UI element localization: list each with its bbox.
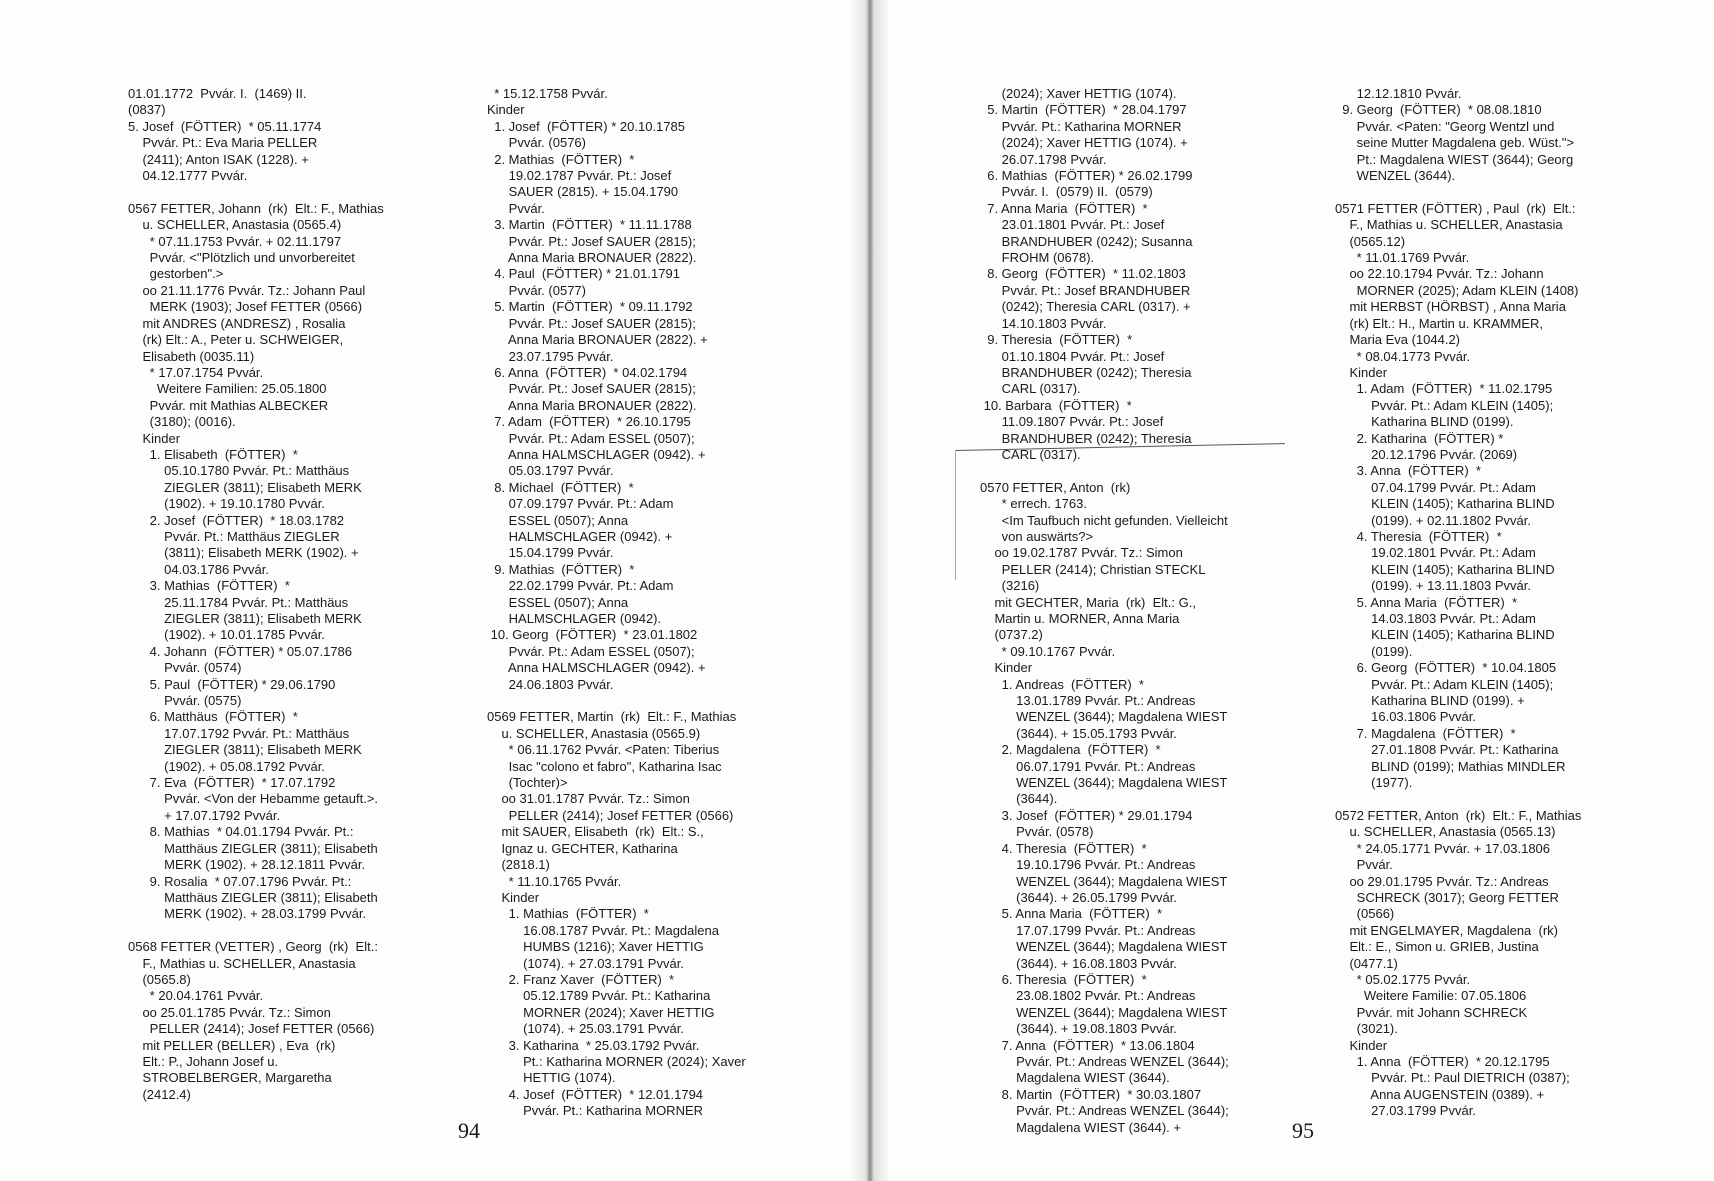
text-line: * 15.12.1758 Pvvár.: [487, 86, 608, 101]
text-line: MERK (1902). + 28.03.1799 Pvvár.: [128, 906, 367, 922]
text-line: Pvvár. Pt.: Andreas WENZEL (3644);: [980, 1053, 1229, 1069]
text-line: 23.01.1801 Pvvár. Pt.: Josef: [980, 217, 1165, 233]
text-line: Pvvár. <"Plötzlich und unvorbereitet: [128, 250, 355, 266]
text-line: (3644).: [980, 791, 1058, 807]
text-line: 05.12.1789 Pvvár. Pt.: Katharina: [487, 988, 711, 1004]
text-line: 6. Theresia (FÖTTER) *: [980, 971, 1147, 987]
text-line: [1335, 791, 1705, 807]
text-line: Pvvár. Pt.: Andreas WENZEL (3644);: [980, 1103, 1229, 1119]
text-line: 7. Adam (FÖTTER) * 26.10.1795: [487, 414, 691, 430]
text-line: BRANDHUBER (0242); Theresia: [980, 364, 1192, 380]
text-line: Isac "colono et fabro", Katharina Isac: [487, 758, 722, 774]
text-line: mit HERBST (HÖRBST) , Anna Maria: [1335, 299, 1566, 315]
text-line: (3811); Elisabeth MERK (1902). +: [128, 545, 359, 561]
text-line: von auswärts?>: [980, 528, 1094, 544]
page-number-right: 95: [1292, 1118, 1314, 1143]
text-line: mit GECHTER, Maria (rk) Elt.: G.,: [980, 594, 1196, 610]
text-line: 7. Magdalena (FÖTTER) *: [1335, 725, 1516, 741]
text-line: oo 29.01.1795 Pvvár. Tz.: Andreas: [1335, 873, 1549, 889]
text-line: Weitere Familien: 25.05.1800: [128, 381, 327, 397]
text-line: ZIEGLER (3811); Elisabeth MERK: [128, 611, 362, 626]
text-line: Pvvár. <Von der Hebamme getauft.>.: [128, 791, 379, 807]
text-line: 8. Georg (FÖTTER) * 11.02.1803: [980, 266, 1186, 282]
text-line: Pvvár. mit Johann SCHRECK: [1335, 1004, 1528, 1020]
text-line: HALMSCHLAGER (0942).: [487, 611, 662, 626]
text-line: (3021).: [1335, 1021, 1398, 1037]
text-line: Anna Maria BRONAUER (2822).: [487, 397, 697, 413]
text-line: Pvvár. Pt.: Adam KLEIN (1405);: [1335, 676, 1554, 692]
text-line: 19.10.1796 Pvvár. Pt.: Andreas: [980, 857, 1196, 873]
text-line: WENZEL (3644); Magdalena WIEST: [980, 873, 1228, 889]
text-line: Kinder: [128, 430, 181, 446]
text-line: Pvvár. Pt.: Paul DIETRICH (0387);: [1335, 1070, 1570, 1086]
text-line: (0837): [128, 102, 166, 118]
text-line: 04.12.1777 Pvvár.: [128, 168, 248, 184]
text-line: 3. Anna (FÖTTER) *: [1335, 463, 1481, 479]
text-line: 27.01.1808 Pvvár. Pt.: Katharina: [1335, 742, 1559, 758]
text-line: (1074). + 27.03.1791 Pvvár.: [487, 955, 684, 971]
text-line: (2818.1): [487, 857, 550, 873]
text-line: 5. Josef (FÖTTER) * 05.11.1774: [128, 118, 322, 134]
text-line: oo 22.10.1794 Pvvár. Tz.: Johann: [1335, 266, 1544, 282]
text-line: (0565.12): [1335, 233, 1406, 249]
text-line: (0199). + 13.11.1803 Pvvár.: [1335, 578, 1531, 594]
text-line: Pt.: Katharina MORNER (2024); Xaver: [487, 1053, 746, 1069]
text-line: 9. Mathias (FÖTTER) *: [487, 561, 635, 577]
text-line: seine Mutter Magdalena geb. Wüst.">: [1335, 135, 1575, 151]
text-line: F., Mathias u. SCHELLER, Anastasia: [128, 955, 356, 971]
text-line: 26.07.1798 Pvvár.: [980, 151, 1107, 167]
text-line: 0569 FETTER, Martin (rk) Elt.: F., Mathias: [487, 709, 737, 725]
text-line: 6. Matthäus (FÖTTER) *: [128, 709, 298, 725]
text-line: 6. Georg (FÖTTER) * 10.04.1805: [1335, 660, 1557, 676]
text-line: Pvvár. (0575): [128, 693, 242, 709]
text-line: FROHM (0678).: [980, 250, 1095, 266]
text-line: 1. Josef (FÖTTER) * 20.10.1785: [487, 118, 685, 134]
text-line: 1. Elisabeth (FÖTTER) *: [128, 446, 298, 462]
text-line: 13.01.1789 Pvvár. Pt.: Andreas: [980, 693, 1196, 709]
text-line: 6. Mathias (FÖTTER) * 26.02.1799: [980, 168, 1193, 184]
text-line: 2. Josef (FÖTTER) * 18.03.1782: [128, 512, 345, 528]
text-line: * 08.04.1773 Pvvár.: [1335, 348, 1471, 364]
text-line: PELLER (2414); Christian STECKL: [980, 561, 1206, 577]
text-line: (rk) Elt.: H., Martin u. KRAMMER,: [1335, 315, 1544, 331]
text-line: PELLER (2414); Josef FETTER (0566): [487, 807, 734, 823]
text-line: Katharina BLIND (0199).: [1335, 414, 1514, 430]
text-line: 2. Mathias (FÖTTER) *: [487, 151, 635, 167]
text-line: (Tochter)>: [487, 775, 568, 791]
text-line: MORNER (2025); Adam KLEIN (1408): [1335, 282, 1579, 298]
text-line: 1. Andreas (FÖTTER) *: [980, 676, 1144, 692]
text-line: 4. Johann (FÖTTER) * 05.07.1786: [128, 643, 352, 659]
text-line: oo 21.11.1776 Pvvár. Tz.: Johann Paul: [128, 282, 366, 298]
text-line: WENZEL (3644).: [1335, 168, 1456, 184]
text-line: 05.03.1797 Pvvár.: [487, 463, 614, 479]
text-line: [128, 923, 458, 939]
text-line: Pvvár. Pt.: Matthäus ZIEGLER: [128, 528, 340, 544]
text-line: 5. Paul (FÖTTER) * 29.06.1790: [128, 676, 336, 692]
text-line: u. SCHELLER, Anastasia (0565.13): [1335, 824, 1556, 840]
text-column-3: [980, 86, 1310, 1136]
text-line: Matthäus ZIEGLER (3811); Elisabeth: [128, 840, 378, 856]
text-line: mit ENGELMAYER, Magdalena (rk): [1335, 922, 1558, 938]
text-line: Pvvár. (0574): [128, 660, 242, 676]
text-line: Pt.: Magdalena WIEST (3644); Georg: [1335, 151, 1574, 167]
text-line: 5. Martin (FÖTTER) * 09.11.1792: [487, 299, 693, 315]
text-line: 0567 FETTER, Johann (rk) Elt.: F., Mathias: [128, 200, 384, 216]
text-line: oo 25.01.1785 Pvvár. Tz.: Simon: [128, 1004, 331, 1020]
text-line: 01.01.1772 Pvvár. I. (1469) II.: [128, 86, 307, 101]
text-line: Anna AUGENSTEIN (0389). +: [1335, 1086, 1545, 1102]
text-line: Elt.: E., Simon u. GRIEB, Justina: [1335, 939, 1539, 955]
text-line: Pvvár. <Paten: "Georg Wentzl und: [1335, 118, 1555, 134]
text-line: 2. Magdalena (FÖTTER) *: [980, 742, 1161, 758]
text-line: HETTIG (1074).: [487, 1070, 616, 1086]
text-line: 9. Georg (FÖTTER) * 08.08.1810: [1335, 102, 1542, 118]
text-line: (1902). + 10.01.1785 Pvvár.: [128, 627, 325, 643]
text-line: 19.02.1787 Pvvár. Pt.: Josef: [487, 168, 672, 184]
text-line: Anna HALMSCHLAGER (0942). +: [487, 660, 706, 676]
text-line: (3644). + 26.05.1799 Pvvár.: [980, 889, 1177, 905]
text-line: + 17.07.1792 Pvvár.: [128, 807, 281, 823]
text-line: 11.09.1807 Pvvár. Pt.: Josef: [980, 414, 1164, 430]
text-line: * 11.10.1765 Pvvár.: [487, 873, 622, 889]
text-line: Pvvár. Pt.: Katharina MORNER: [980, 118, 1182, 134]
text-line: 16.08.1787 Pvvár. Pt.: Magdalena: [487, 922, 719, 938]
text-line: BLIND (0199); Mathias MINDLER: [1335, 758, 1566, 774]
text-line: Kinder: [1335, 364, 1388, 380]
text-line: oo 19.02.1787 Pvvár. Tz.: Simon: [980, 545, 1183, 561]
text-line: MERK (1902). + 28.12.1811 Pvvár.: [128, 857, 366, 873]
text-line: Elt.: P., Johann Josef u.: [128, 1053, 279, 1069]
text-line: 8. Martin (FÖTTER) * 30.03.1807: [980, 1086, 1202, 1102]
section-divider-mark: [955, 450, 956, 580]
text-line: 01.10.1804 Pvvár. Pt.: Josef: [980, 348, 1165, 364]
text-line: gestorben".>: [128, 266, 224, 282]
text-line: (0737.2): [980, 627, 1043, 643]
text-line: Pvvár. Pt.: Josef SAUER (2815);: [487, 381, 696, 397]
text-line: Maria Eva (1044.2): [1335, 332, 1460, 348]
text-line: 4. Theresia (FÖTTER) *: [1335, 528, 1502, 544]
text-line: [1335, 184, 1705, 200]
text-line: 4. Josef (FÖTTER) * 12.01.1794: [487, 1086, 704, 1102]
text-line: 3. Katharina * 25.03.1792 Pvvár.: [487, 1037, 700, 1053]
text-line: 8. Michael (FÖTTER) *: [487, 479, 634, 495]
text-line: 25.11.1784 Pvvár. Pt.: Matthäus: [128, 594, 349, 610]
text-line: ESSEL (0507); Anna: [487, 594, 629, 610]
text-line: Kinder: [1335, 1037, 1388, 1053]
text-line: Pvvár. Pt.: Adam KLEIN (1405);: [1335, 397, 1554, 413]
text-line: [128, 184, 458, 200]
text-line: 14.03.1803 Pvvár. Pt.: Adam: [1335, 611, 1536, 626]
text-line: Anna Maria BRONAUER (2822).: [487, 250, 697, 266]
text-line: mit PELLER (BELLER) , Eva (rk): [128, 1037, 336, 1053]
text-line: 2. Franz Xaver (FÖTTER) *: [487, 971, 675, 987]
text-line: 1. Adam (FÖTTER) * 11.02.1795: [1335, 381, 1553, 397]
text-line: PELLER (2414); Josef FETTER (0566): [128, 1021, 375, 1037]
text-line: Pvvár. Pt.: Josef SAUER (2815);: [487, 233, 696, 249]
text-line: 10. Barbara (FÖTTER) *: [980, 397, 1132, 413]
text-line: [487, 693, 837, 709]
text-line: * 20.04.1761 Pvvár.: [128, 988, 264, 1004]
text-line: 5. Martin (FÖTTER) * 28.04.1797: [980, 102, 1187, 118]
text-line: (rk) Elt.: A., Peter u. SCHWEIGER,: [128, 332, 344, 348]
text-line: 07.09.1797 Pvvár. Pt.: Adam: [487, 496, 674, 512]
text-line: 7. Anna (FÖTTER) * 13.06.1804: [980, 1037, 1195, 1053]
text-line: (2411); Anton ISAK (1228). +: [128, 151, 309, 167]
text-line: Pvvár. Pt.: Josef BRANDHUBER: [980, 282, 1191, 298]
text-line: Pvvár. I. (0579) II. (0579): [980, 184, 1153, 200]
text-line: (0565.8): [128, 971, 191, 987]
text-line: 7. Anna Maria (FÖTTER) *: [980, 200, 1148, 216]
text-line: HALMSCHLAGER (0942). +: [487, 528, 673, 544]
text-line: Anna HALMSCHLAGER (0942). +: [487, 446, 706, 462]
text-line: 1. Anna (FÖTTER) * 20.12.1795: [1335, 1053, 1550, 1069]
text-line: * 05.02.1775 Pvvár.: [1335, 971, 1471, 987]
text-line: 19.02.1801 Pvvár. Pt.: Adam: [1335, 545, 1536, 561]
text-line: * 24.05.1771 Pvvár. + 17.03.1806: [1335, 840, 1551, 856]
text-line: * 17.07.1754 Pvvár.: [128, 364, 264, 380]
text-line: Weitere Familie: 07.05.1806: [1335, 988, 1527, 1004]
text-line: 12.12.1810 Pvvár.: [1335, 86, 1462, 101]
text-line: 17.07.1799 Pvvár. Pt.: Andreas: [980, 922, 1196, 938]
text-line: Pvvár. Pt.: Adam ESSEL (0507);: [487, 430, 695, 446]
text-line: KLEIN (1405); Katharina BLIND: [1335, 627, 1555, 643]
text-line: * 09.10.1767 Pvvár.: [980, 643, 1116, 659]
text-line: 9. Rosalia * 07.07.1796 Pvvár. Pt.:: [128, 873, 352, 889]
text-line: 1. Mathias (FÖTTER) *: [487, 906, 649, 922]
text-line: 05.10.1780 Pvvár. Pt.: Matthäus: [128, 463, 350, 479]
text-line: <Im Taufbuch nicht gefunden. Vielleicht: [980, 512, 1228, 528]
text-line: WENZEL (3644); Magdalena WIEST: [980, 939, 1228, 955]
text-line: (2412.4): [128, 1086, 191, 1102]
text-line: Kinder: [487, 889, 540, 905]
text-line: 7. Eva (FÖTTER) * 17.07.1792: [128, 775, 336, 791]
text-line: (1074). + 25.03.1791 Pvvár.: [487, 1021, 684, 1037]
text-line: Magdalena WIEST (3644).: [980, 1070, 1170, 1086]
text-line: WENZEL (3644); Magdalena WIEST: [980, 1004, 1228, 1020]
text-line: [980, 463, 1310, 479]
text-line: ESSEL (0507); Anna: [487, 512, 629, 528]
text-line: 8. Mathias * 04.01.1794 Pvvár. Pt.:: [128, 824, 354, 840]
text-line: KLEIN (1405); Katharina BLIND: [1335, 561, 1555, 577]
text-line: Pvvár. (0577): [487, 282, 586, 298]
text-line: CARL (0317).: [980, 381, 1081, 397]
text-line: 9. Theresia (FÖTTER) *: [980, 332, 1133, 348]
text-column-2: [487, 86, 837, 1120]
text-line: Pvvár.: [487, 200, 545, 216]
text-line: Pvvár. Pt.: Eva Maria PELLER: [128, 135, 318, 151]
text-line: 14.10.1803 Pvvár.: [980, 315, 1107, 331]
text-line: 04.03.1786 Pvvár.: [128, 561, 269, 577]
text-line: u. SCHELLER, Anastasia (0565.4): [128, 217, 342, 233]
text-line: (3216): [980, 578, 1040, 594]
text-line: Pvvár. mit Mathias ALBECKER: [128, 397, 329, 413]
text-line: (0199).: [1335, 643, 1413, 659]
text-line: 23.08.1802 Pvvár. Pt.: Andreas: [980, 988, 1196, 1004]
text-line: WENZEL (3644); Magdalena WIEST: [980, 709, 1228, 725]
text-line: 0571 FETTER (FÖTTER) , Paul (rk) Elt.:: [1335, 200, 1576, 216]
text-line: Kinder: [980, 660, 1033, 676]
text-line: 5. Anna Maria (FÖTTER) *: [1335, 594, 1518, 610]
text-line: (0566): [1335, 906, 1395, 922]
text-line: Pvvár. (0576): [487, 135, 586, 151]
text-line: SCHRECK (3017); Georg FETTER: [1335, 889, 1559, 905]
text-line: ZIEGLER (3811); Elisabeth MERK: [128, 479, 362, 495]
text-line: HUMBS (1216); Xaver HETTIG: [487, 939, 704, 955]
text-line: 0572 FETTER, Anton (rk) Elt.: F., Mathias: [1335, 807, 1582, 823]
text-line: 17.07.1792 Pvvár. Pt.: Matthäus: [128, 725, 350, 741]
text-line: Martin u. MORNER, Anna Maria: [980, 611, 1180, 626]
text-line: (3180); (0016).: [128, 414, 236, 430]
text-line: F., Mathias u. SCHELLER, Anastasia: [1335, 217, 1563, 233]
text-line: (1902). + 19.10.1780 Pvvár.: [128, 496, 325, 512]
text-line: Elisabeth (0035.11): [128, 348, 255, 364]
text-line: 20.12.1796 Pvvár. (2069): [1335, 446, 1518, 462]
text-line: Pvvár. Pt.: Josef SAUER (2815);: [487, 315, 696, 331]
text-line: * 07.11.1753 Pvvár. + 02.11.1797: [128, 233, 342, 249]
text-line: * 06.11.1762 Pvvár. <Paten: Tiberius: [487, 742, 720, 758]
text-line: KLEIN (1405); Katharina BLIND: [1335, 496, 1555, 512]
text-line: CARL (0317).: [980, 446, 1081, 462]
text-line: WENZEL (3644); Magdalena WIEST: [980, 775, 1228, 791]
text-line: (0242); Theresia CARL (0317). +: [980, 299, 1191, 315]
text-line: Katharina BLIND (0199). +: [1335, 693, 1525, 709]
page-number-left: 94: [458, 1118, 480, 1143]
text-line: 15.04.1799 Pvvár.: [487, 545, 614, 561]
text-line: * errech. 1763.: [980, 496, 1087, 512]
text-line: 23.07.1795 Pvvár.: [487, 348, 614, 364]
text-line: 3. Mathias (FÖTTER) *: [128, 578, 290, 594]
text-line: Pvvár. Pt.: Adam ESSEL (0507);: [487, 643, 695, 659]
text-line: 2. Katharina (FÖTTER) *: [1335, 430, 1504, 446]
text-line: * 11.01.1769 Pvvár.: [1335, 250, 1470, 266]
text-line: 06.07.1791 Pvvár. Pt.: Andreas: [980, 758, 1196, 774]
text-column-1: [128, 86, 458, 1103]
text-line: mit ANDRES (ANDRESZ) , Rosalia: [128, 315, 346, 331]
text-line: oo 31.01.1787 Pvvár. Tz.: Simon: [487, 791, 690, 807]
book-gutter: [850, 0, 890, 1181]
text-line: (3644). + 19.08.1803 Pvvár.: [980, 1021, 1177, 1037]
text-column-4: [1335, 86, 1705, 1120]
text-line: 10. Georg (FÖTTER) * 23.01.1802: [487, 627, 698, 643]
text-line: Ignaz u. GECHTER, Katharina: [487, 840, 678, 856]
text-line: Magdalena WIEST (3644). +: [980, 1119, 1181, 1135]
text-line: 07.04.1799 Pvvár. Pt.: Adam: [1335, 479, 1536, 495]
text-line: 4. Theresia (FÖTTER) *: [980, 840, 1147, 856]
text-line: 0568 FETTER (VETTER) , Georg (rk) Elt.:: [128, 939, 378, 955]
text-line: Matthäus ZIEGLER (3811); Elisabeth: [128, 889, 378, 905]
text-line: (0477.1): [1335, 955, 1398, 971]
text-line: BRANDHUBER (0242); Susanna: [980, 233, 1193, 249]
text-line: Anna Maria BRONAUER (2822). +: [487, 332, 708, 348]
text-line: 27.03.1799 Pvvár.: [1335, 1103, 1476, 1119]
text-line: Pvvár.: [1335, 857, 1393, 873]
text-line: 6. Anna (FÖTTER) * 04.02.1794: [487, 364, 688, 380]
text-line: u. SCHELLER, Anastasia (0565.9): [487, 725, 701, 741]
text-line: 3. Josef (FÖTTER) * 29.01.1794: [980, 807, 1193, 823]
text-line: 0570 FETTER, Anton (rk): [980, 479, 1131, 495]
text-line: 16.03.1806 Pvvár.: [1335, 709, 1476, 725]
text-line: Pvvár. Pt.: Katharina MORNER: [487, 1103, 704, 1119]
text-line: (1902). + 05.08.1792 Pvvár.: [128, 758, 325, 774]
text-line: (2024); Xaver HETTIG (1074). +: [980, 135, 1188, 151]
text-line: Kinder: [487, 102, 525, 118]
text-line: ZIEGLER (3811); Elisabeth MERK: [128, 742, 362, 758]
text-line: 3. Martin (FÖTTER) * 11.11.1788: [487, 217, 692, 233]
text-line: Pvvár. (0578): [980, 824, 1094, 840]
text-line: (3644). + 16.08.1803 Pvvár.: [980, 955, 1177, 971]
text-line: 24.06.1803 Pvvár.: [487, 676, 614, 692]
text-line: (1977).: [1335, 775, 1413, 791]
text-line: STROBELBERGER, Margaretha: [128, 1070, 332, 1086]
text-line: BRANDHUBER (0242); Theresia: [980, 430, 1192, 446]
text-line: 5. Anna Maria (FÖTTER) *: [980, 906, 1163, 922]
text-line: 4. Paul (FÖTTER) * 21.01.1791: [487, 266, 680, 282]
text-line: (3644). + 15.05.1793 Pvvár.: [980, 725, 1177, 741]
text-line: (0199). + 02.11.1802 Pvvár.: [1335, 512, 1531, 528]
text-line: mit SAUER, Elisabeth (rk) Elt.: S.,: [487, 824, 704, 840]
text-line: SAUER (2815). + 15.04.1790: [487, 184, 679, 200]
text-line: MORNER (2024); Xaver HETTIG: [487, 1004, 715, 1020]
text-line: 22.02.1799 Pvvár. Pt.: Adam: [487, 578, 674, 594]
text-line: (2024); Xaver HETTIG (1074).: [980, 86, 1177, 101]
text-line: MERK (1903); Josef FETTER (0566): [128, 299, 363, 315]
